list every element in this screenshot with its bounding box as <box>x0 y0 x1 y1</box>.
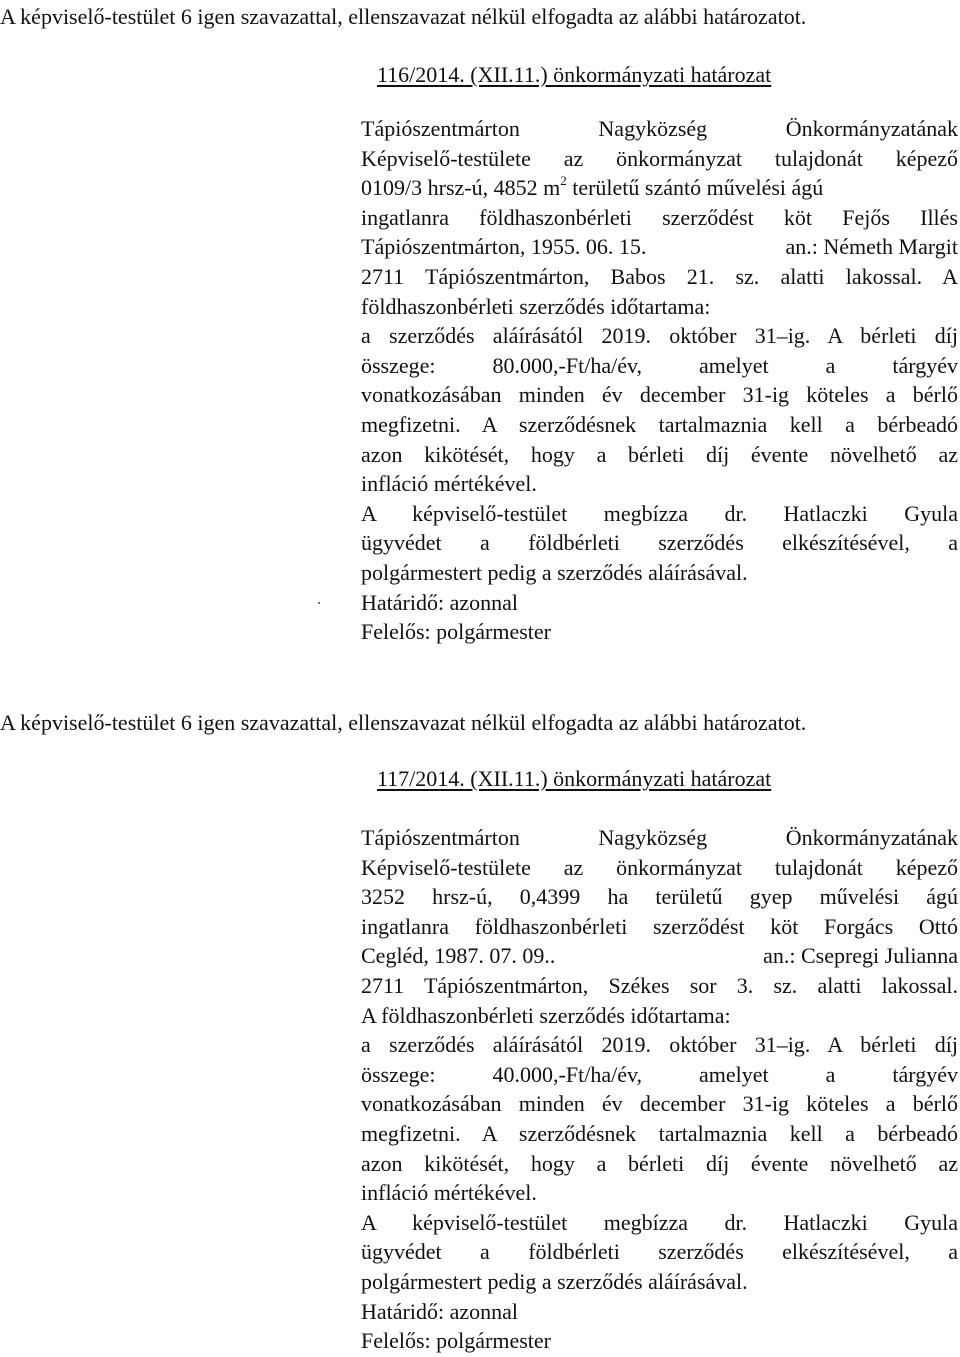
body-line: 3252 hrsz-ú, 0,4399 ha területű gyep művelési ágú <box>361 884 958 910</box>
body-line: a szerződés aláírásától 2019. október 31–ig. A bérleti díj <box>361 1032 958 1058</box>
body-line: Képviselő-testülete az önkormányzat tulajdonát képező <box>361 145 958 171</box>
body-line: A képviselő-testület megbízza dr. Hatlaczki Gyula <box>361 500 958 526</box>
body-text: Tápiószentmárton, 1955. 06. 15. <box>361 234 647 260</box>
vote-statement-1: A képviselő-testület 6 igen szavazattal, ellenszavazat nélkül elfogadta az alábbi határozatot. <box>0 4 807 29</box>
body-text: 0109/3 hrsz-ú, 4852 m <box>361 175 561 201</box>
body-line: polgármestert pedig a szerződés aláírásával. <box>361 1268 748 1294</box>
body-line: megfizetni. A szerződésnek tartalmaznia kell a bérbeadó <box>361 1120 958 1146</box>
body-line: A földhaszonbérleti szerződés időtartama: <box>361 1002 731 1028</box>
body-line: 2711 Tápiószentmárton, Babos 21. sz. alatti lakossal. A <box>361 263 958 289</box>
body-line <box>361 232 958 262</box>
body-line: ügyvédet a földbérleti szerződés elkészítésével, a <box>361 1239 958 1265</box>
responsible-line: Felelős: polgármester <box>361 619 552 645</box>
resolution-title-117: 117/2014. (XII.11.) önkormányzati határozat <box>377 766 772 791</box>
responsible-line: Felelős: polgármester <box>361 1328 552 1354</box>
body-line: infláció mértékével. <box>361 1180 537 1206</box>
body-line: vonatkozásában minden év december 31-ig köteles a bérlő <box>361 382 958 408</box>
body-line: a szerződés aláírásától 2019. október 31–ig. A bérleti díj <box>361 323 958 349</box>
scan-speck <box>318 602 320 604</box>
body-text: Cegléd, 1987. 07. 09.. <box>361 943 556 969</box>
body-line <box>361 941 958 971</box>
vote-statement-2: A képviselő-testület 6 igen szavazattal, ellenszavazat nélkül elfogadta az alábbi határozatot. <box>0 710 807 735</box>
resolution-body-116 <box>361 114 958 647</box>
body-line: Képviselő-testülete az önkormányzat tulajdonát képező <box>361 854 958 880</box>
body-line: Tápiószentmárton Nagyközség Önkormányzatának <box>361 825 958 850</box>
superscript: 2 <box>560 173 567 189</box>
body-line: megfizetni. A szerződésnek tartalmaznia kell a bérbeadó <box>361 411 958 437</box>
body-line: azon kikötését, hogy a bérleti díj évente növelhető az <box>361 1150 958 1176</box>
deadline-line: Határidő: azonnal <box>361 589 518 615</box>
deadline-line: Határidő: azonnal <box>361 1298 518 1324</box>
body-line: azon kikötését, hogy a bérleti díj évente növelhető az <box>361 441 958 467</box>
body-line: Tápiószentmárton Nagyközség Önkormányzatának <box>361 116 958 141</box>
body-line: polgármestert pedig a szerződés aláírásával. <box>361 559 748 585</box>
body-line <box>361 173 958 203</box>
body-text: an.: Csepregi Julianna <box>763 943 958 969</box>
body-line: infláció mértékével. <box>361 471 537 497</box>
body-line: ingatlanra földhaszonbérleti szerződést köt Fejős Illés <box>361 204 958 230</box>
body-line: ügyvédet a földbérleti szerződés elkészítésével, a <box>361 530 958 556</box>
body-line: A képviselő-testület megbízza dr. Hatlaczki Gyula <box>361 1209 958 1235</box>
body-line: vonatkozásában minden év december 31-ig köteles a bérlő <box>361 1091 958 1117</box>
body-text: területű szántó művelési ágú <box>572 175 824 201</box>
body-line: ingatlanra földhaszonbérleti szerződést köt Forgács Ottó <box>361 913 958 939</box>
body-line: összege: 40.000,-Ft/ha/év, amelyet a tárgyév <box>361 1061 958 1087</box>
resolution-body-117 <box>361 823 958 1356</box>
body-line: földhaszonbérleti szerződés időtartama: <box>361 293 711 319</box>
body-text: an.: Németh Margit <box>785 234 958 260</box>
body-line: 2711 Tápiószentmárton, Székes sor 3. sz. alatti lakossal. <box>361 972 958 998</box>
body-line: összege: 80.000,-Ft/ha/év, amelyet a tárgyév <box>361 352 958 378</box>
resolution-title-116: 116/2014. (XII.11.) önkormányzati határozat <box>377 62 772 87</box>
